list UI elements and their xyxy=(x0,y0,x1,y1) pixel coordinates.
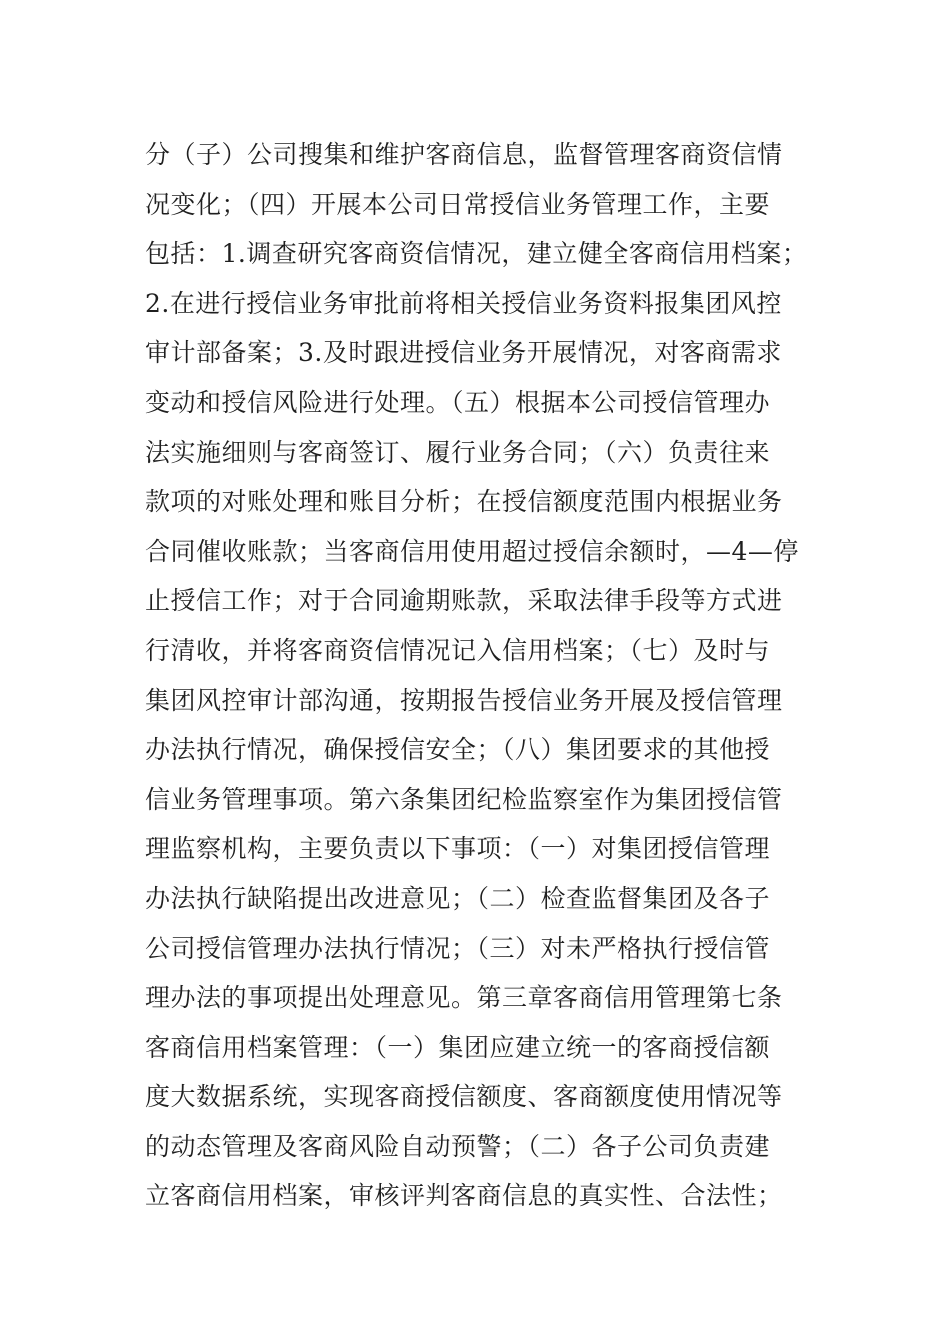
body-line: 合同催收账款；当客商信用使用超过授信余额时，—4—停 xyxy=(145,536,799,566)
body-line: 理办法的事项提出处理意见。第三章客商信用管理第七条 xyxy=(145,983,783,1013)
body-line: 审计部备案；3.及时跟进授信业务开展情况，对客商需求 xyxy=(145,338,782,368)
body-line: 款项的对账处理和账目分析；在授信额度范围内根据业务 xyxy=(145,487,783,517)
body-line: 集团风控审计部沟通，按期报告授信业务开展及授信管理 xyxy=(145,685,783,715)
body-line: 分（子）公司搜集和维护客商信息，监督管理客商资信情 xyxy=(145,140,783,169)
body-line: 办法执行情况，确保授信安全；（八）集团要求的其他授 xyxy=(145,735,771,765)
body-line: 度大数据系统，实现客商授信额度、客商额度使用情况等 xyxy=(145,1082,783,1112)
body-line: 况变化；（四）开展本公司日常授信业务管理工作，主要 xyxy=(145,189,771,219)
body-line: 办法执行缺陷提出改进意见；（二）检查监督集团及各子 xyxy=(145,883,771,913)
body-line: 法实施细则与客商签订、履行业务合同；（六）负责往来 xyxy=(145,437,771,467)
body-line: 客商信用档案管理：（一）集团应建立统一的客商授信额 xyxy=(145,1032,771,1062)
body-line: 的动态管理及客商风险自动预警；（二）各子公司负责建 xyxy=(145,1131,771,1161)
body-line: 公司授信管理办法执行情况；（三）对未严格执行授信管 xyxy=(145,933,771,963)
document-body xyxy=(145,130,808,1221)
body-line: 行清收，并将客商资信情况记入信用档案；（七）及时与 xyxy=(145,635,771,665)
body-line: 理监察机构，主要负责以下事项：（一）对集团授信管理 xyxy=(145,834,771,864)
body-line: 变动和授信风险进行处理。（五）根据本公司授信管理办 xyxy=(145,387,771,417)
body-line: 立客商信用档案，审核评判客商信息的真实性、合法性； xyxy=(145,1181,783,1211)
body-line: 止授信工作；对于合同逾期账款，采取法律手段等方式进 xyxy=(145,586,783,616)
body-line: 2.在进行授信业务审批前将相关授信业务资料报集团风控 xyxy=(145,288,782,318)
body-line: 信业务管理事项。第六条集团纪检监察室作为集团授信管 xyxy=(145,784,783,814)
body-line: 包括：1.调查研究客商资信情况，建立健全客商信用档案； xyxy=(145,239,808,269)
